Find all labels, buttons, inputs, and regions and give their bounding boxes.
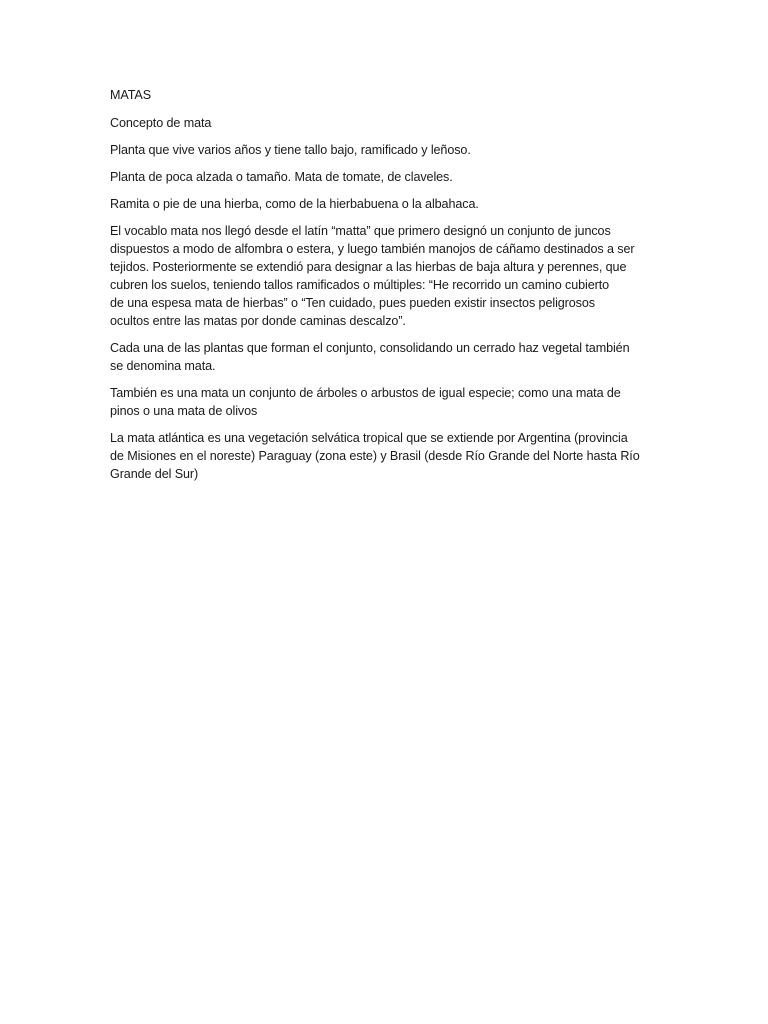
text-line: El vocablo mata nos llegó desde el latín “matta” que primero designó un conjunto de juncos bbox=[110, 224, 611, 238]
paragraph-definition-2 bbox=[110, 168, 670, 186]
paragraph-definition-3 bbox=[110, 195, 670, 213]
text-line: dispuestos a modo de alfombra o estera, y luego también manojos de cáñamo destinados a ser bbox=[110, 242, 635, 256]
document-subtitle: Concepto de mata bbox=[110, 116, 212, 130]
text-line: de Misiones en el noreste) Paraguay (zona este) y Brasil (desde Río Grande del Norte hasta Río bbox=[110, 449, 640, 463]
text-line: Cada una de las plantas que forman el conjunto, consolidando un cerrado haz vegetal también bbox=[110, 341, 630, 355]
text-line: Planta que vive varios años y tiene tallo bajo, ramificado y leñoso. bbox=[110, 143, 471, 157]
document-body bbox=[110, 86, 670, 492]
text-line: pinos o una mata de olivos bbox=[110, 404, 258, 418]
text-line: Planta de poca alzada o tamaño. Mata de tomate, de claveles. bbox=[110, 170, 453, 184]
text-line: Grande del Sur) bbox=[110, 467, 199, 481]
text-line: También es una mata un conjunto de árboles o arbustos de igual especie; como una mata de bbox=[110, 386, 621, 400]
text-line: La mata atlántica es una vegetación selvática tropical que se extiende por Argentina (provincia bbox=[110, 431, 628, 445]
text-line: tejidos. Posteriormente se extendió para designar a las hierbas de baja altura y perennes, que bbox=[110, 260, 627, 274]
text-line: se denomina mata. bbox=[110, 359, 216, 373]
paragraph-definition-1 bbox=[110, 141, 670, 159]
text-line: Ramita o pie de una hierba, como de la hierbabuena o la albahaca. bbox=[110, 197, 479, 211]
text-line: de una espesa mata de hierbas” o “Ten cuidado, pues pueden existir insectos peligrosos bbox=[110, 296, 595, 310]
paragraph-etymology bbox=[110, 222, 670, 330]
paragraph-atlantic-forest bbox=[110, 429, 670, 483]
text-line: ocultos entre las matas por donde caminas descalzo”. bbox=[110, 314, 406, 328]
paragraph-plants bbox=[110, 339, 670, 375]
paragraph-trees bbox=[110, 384, 670, 420]
document-title: MATAS bbox=[110, 88, 152, 102]
text-line: cubren los suelos, teniendo tallos ramificados o múltiples: “He recorrido un camino cubierto bbox=[110, 278, 609, 292]
